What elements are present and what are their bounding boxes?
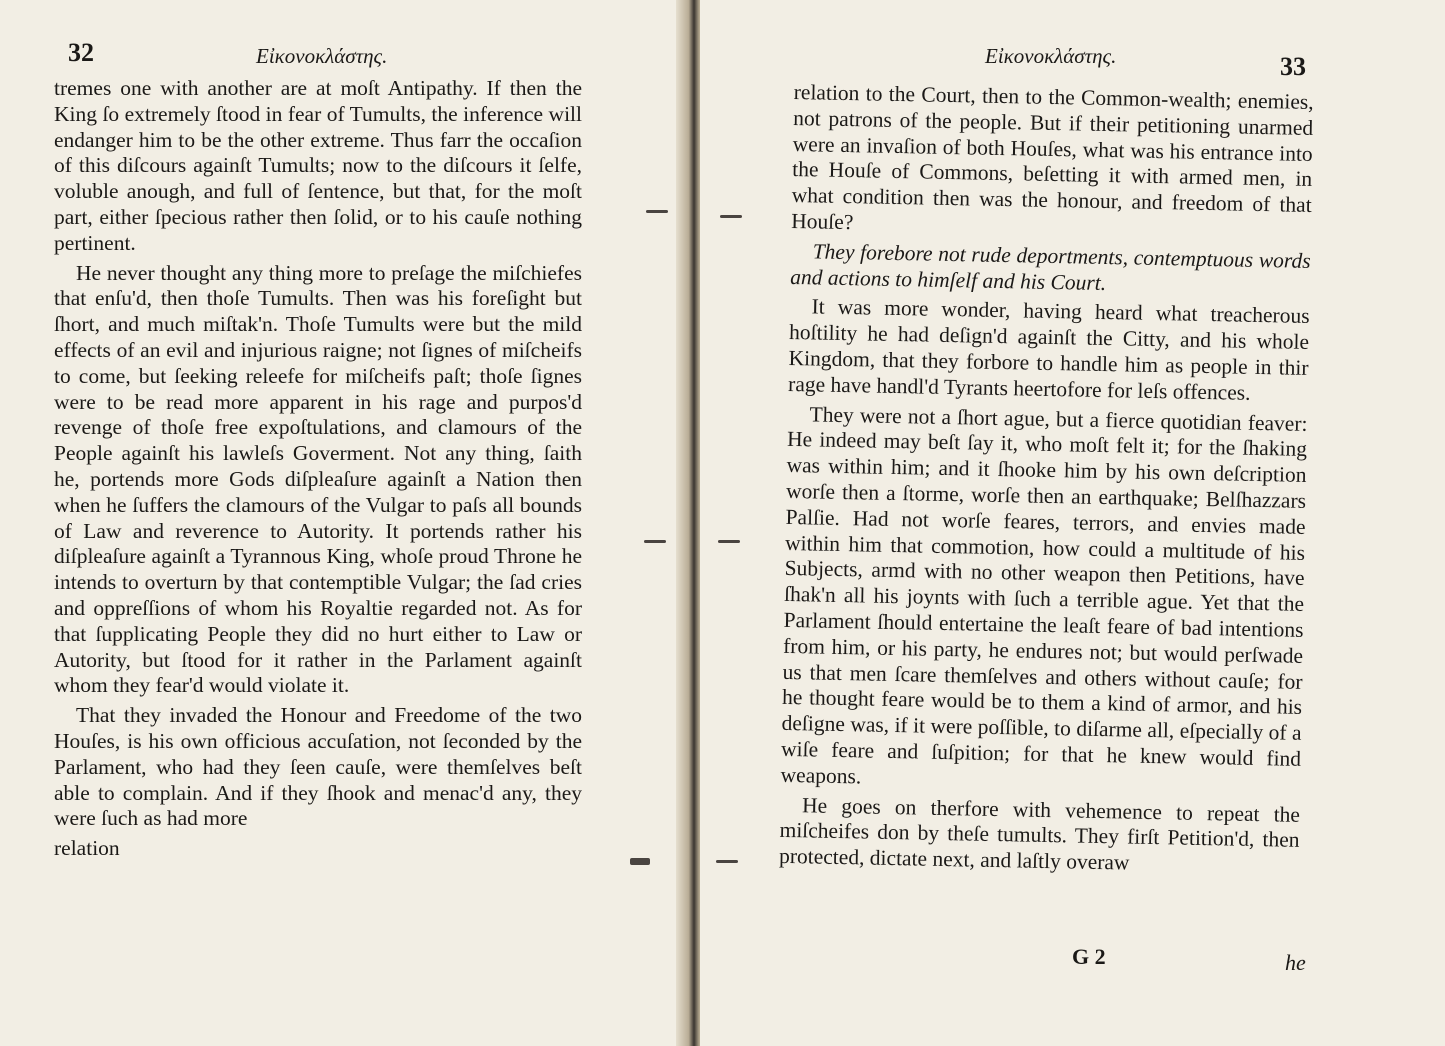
page-body xyxy=(779,80,1314,884)
margin-mark xyxy=(644,540,666,543)
catchword: he xyxy=(1285,950,1306,975)
signature-mark: G 2 xyxy=(1072,944,1106,969)
running-head: Εἰκονοκλάστης. xyxy=(985,44,1117,68)
page-body xyxy=(54,76,582,866)
margin-mark xyxy=(646,210,668,213)
page-number: 33 xyxy=(1280,52,1306,81)
page-number: 32 xyxy=(68,38,94,67)
margin-mark xyxy=(720,215,742,218)
margin-mark xyxy=(716,860,738,863)
left-page xyxy=(0,0,688,1046)
right-page xyxy=(700,0,1445,1046)
paragraph: They were not a ſhort ague, but a fierce quotidian feaver: He indeed may beſt ſay it, who moſt felt it; for the ſhaking was within him; and it ſhooke him by his own deſcription worſe then a ſtorme, worſe then an earthquake; Belſhazzars Palſie. Had not worſe feares, terrors, and envies made within him that commotion, how could a multitude of his Subjects, armd with no other weapon then Petitions, have ſhak'n all his joynts with ſuch a terrible ague. Yet that the Parlament ſhould entertaine the leaſt feare of bad intentions from him, or his party, he endures not; but would perſwade us that men ſcare themſelves and others without cauſe; for he thought feare would be to them a kind of armor, and his deſigne was, if it were poſſible, to diſarme all, eſpecially of a wiſe feare and ſuſpition; for that he knew would find weapons. xyxy=(780,401,1308,789)
paragraph: They forebore not rude deportments, contemptuous words and actions to himſelf and his Court. xyxy=(789,239,1311,295)
paragraph: He never thought any thing more to preſage the miſchiefes that enſu'd, then thoſe Tumults. Then was his foreſight but ſhort, and much miſtak'n. Thoſe Tumults were but the mild effects of an evil and injurious raigne; not ſignes of miſcheifs to come, but ſeeking releefe for miſcheifs paſt; thoſe ſignes were to be read more apparent in his rage and purpos'd revenge of thoſe free expoſtulations, and clamours of the People againſt his lawleſs Goverment. Not any thing, ſaith he, portends more Gods diſpleaſure againſt a Nation then when he ſuffers the clamours of the Vulgar to paſs all bounds of Law and reverence to Autority. It portends rather his diſpleaſure againſt a Tyrannous King, whoſe proud Throne he intends to overturn by that contemptible Vulgar; the ſad cries and oppreſſions of whom his Royaltie regarded not. As for that ſupplicating People they did no hurt either to Law or Autority, but ſtood for it rather in the Parlament againſt whom they fear'd would violate it. xyxy=(54,260,582,698)
paragraph: relation to the Court, then to the Common-wealth; enemies, not patrons of the people. But if their petitioning unarmed were an invaſion of both Houſes, what was his entrance into the Houſe of Commons, beſetting it with armed men, in what condition then was the honour, and freedom of that Houſe? xyxy=(791,80,1314,235)
paragraph: He goes on therfore with vehemence to repeat the miſcheifes don by theſe tumults. They firſt Petition'd, then protected, dictate next, and laſtly overaw xyxy=(778,792,1301,875)
paragraph: That they invaded the Honour and Freedome of the two Houſes, is his own officious accuſation, not ſeconded by the Parlament, who had they ſeen cauſe, were themſelves beſt able to complain. And if they ſhook and menac'd any, they were ſuch as had more xyxy=(54,703,582,831)
paragraph: It was more wonder, having heard what treacherous hoſtility he had deſign'd againſt the Citty, and his whole Kingdom, that they forbore to handle him as people in thir rage have handl'd Tyrants heertofore for leſs offences. xyxy=(787,294,1310,405)
running-head: Εἰκονοκλάστης. xyxy=(256,44,388,68)
paragraph: tremes one with another are at moſt Antipathy. If then the King ſo extremely ſtood in fear of Tumults, the inference will endanger him to be the other extreme. Thus farr the occaſion of this diſcours againſt Tumults; now to the diſcours it ſelfe, voluble anough, and full of ſentence, but that, for the moſt part, either ſpecious rather then ſolid, or to his cauſe nothing pertinent. xyxy=(54,76,582,255)
margin-mark xyxy=(718,540,740,543)
margin-mark xyxy=(630,858,650,865)
catchword: relation xyxy=(54,836,120,861)
